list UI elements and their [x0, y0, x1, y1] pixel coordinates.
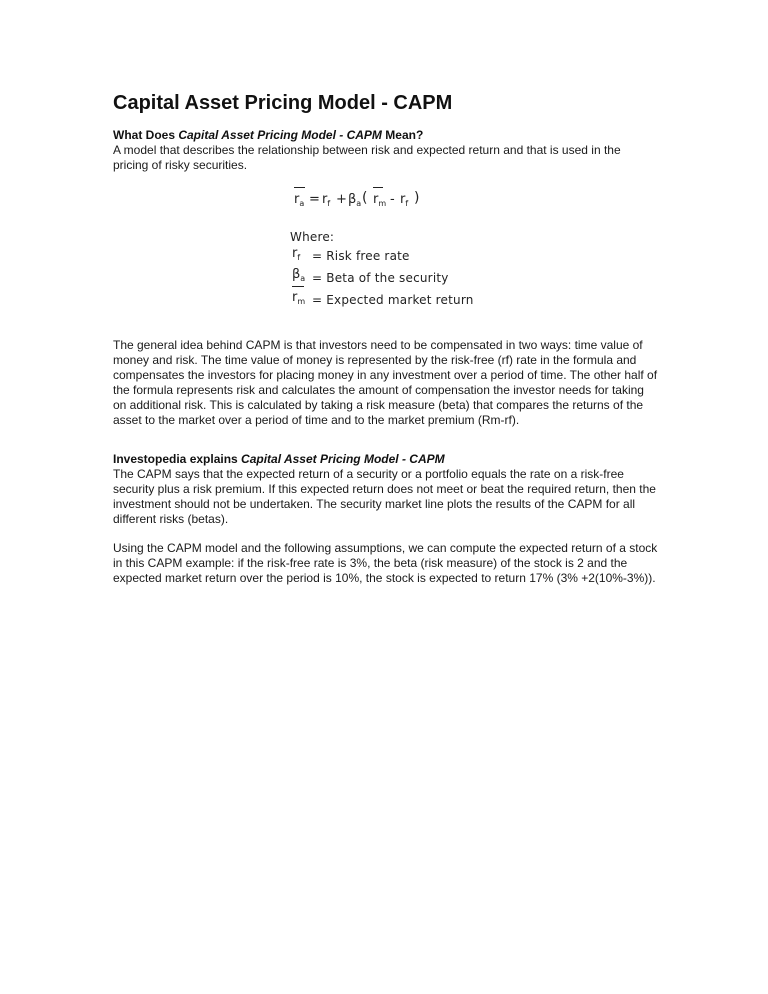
formula-plus: +: [336, 192, 347, 207]
overline-ra: [294, 187, 305, 188]
heading-suffix: Mean?: [381, 128, 424, 142]
formula-equals: =: [309, 192, 320, 207]
formula-rm: $r_m$: [373, 192, 387, 208]
section-heading-explains: [113, 452, 445, 467]
legend-desc-rm: = Expected market return: [312, 293, 474, 307]
overline-rm: [373, 187, 383, 188]
heading-prefix-2: Investopedia explains: [113, 452, 242, 466]
formula-beta-a: $\beta_a$: [348, 192, 362, 208]
general-idea-paragraph: The general idea behind CAPM is that investors need to be compensated in two ways: time value of money and risk. The time value of money is represented by the risk-free (rf) rate in the formula and compensates the investors for placing money in any investment over a period of time. The other half of the formula represents risk and calculates the amount of compensation the investor needs for taking on additional risk. This is calculated by taking a risk measure (beta) that compares the returns of the asset to the market over a period of time and to the market premium (Rm-rf).: [113, 338, 658, 427]
heading-prefix: What Does: [113, 128, 179, 142]
formula-close-paren: ): [414, 190, 420, 206]
legend-desc-beta: = Beta of the security: [312, 271, 449, 285]
heading-italic: Capital Asset Pricing Model - CAPM: [178, 128, 382, 142]
legend-desc-rf: = Risk free rate: [312, 249, 410, 263]
formula-minus: -: [390, 192, 395, 207]
section-heading-definition: [113, 128, 423, 143]
formula-ra: $r_a$: [294, 192, 305, 208]
example-paragraph: Using the CAPM model and the following assumptions, we can compute the expected return of a stock in this CAPM example: if the risk-free rate is 3%, the beta (risk measure) of the stock is 2 and the expected market return over the period is 10%, the stock is expected to return 17% (3% +2(10%-3%)).: [113, 541, 658, 585]
heading-italic-2: Capital Asset Pricing Model - CAPM: [241, 452, 445, 466]
formula-open-paren: (: [362, 190, 368, 206]
legend-symbol-beta: $\beta_a$: [292, 267, 306, 283]
legend-symbol-rm: $r_m$: [292, 290, 306, 306]
overline-legend-rm: [292, 286, 304, 287]
definition-text: A model that describes the relationship between risk and expected return and that is used in the pricing of risky securities.: [113, 143, 621, 172]
explains-paragraph: The CAPM says that the expected return of a security or a portfolio equals the rate on a risk-free security plus a risk premium. If this expected return does not meet or beat the required return, then the investment should not be undertaken. The security market line plots the results of the CAPM for all different risks (betas).: [113, 467, 656, 526]
formula-rf-2: $r_f$: [400, 192, 409, 208]
formula-where-label: Where:: [290, 230, 335, 244]
page-title: Capital Asset Pricing Model - CAPM: [113, 92, 453, 114]
legend-symbol-rf: $r_f$: [292, 246, 301, 262]
formula-rf: $r_f$: [322, 192, 331, 208]
